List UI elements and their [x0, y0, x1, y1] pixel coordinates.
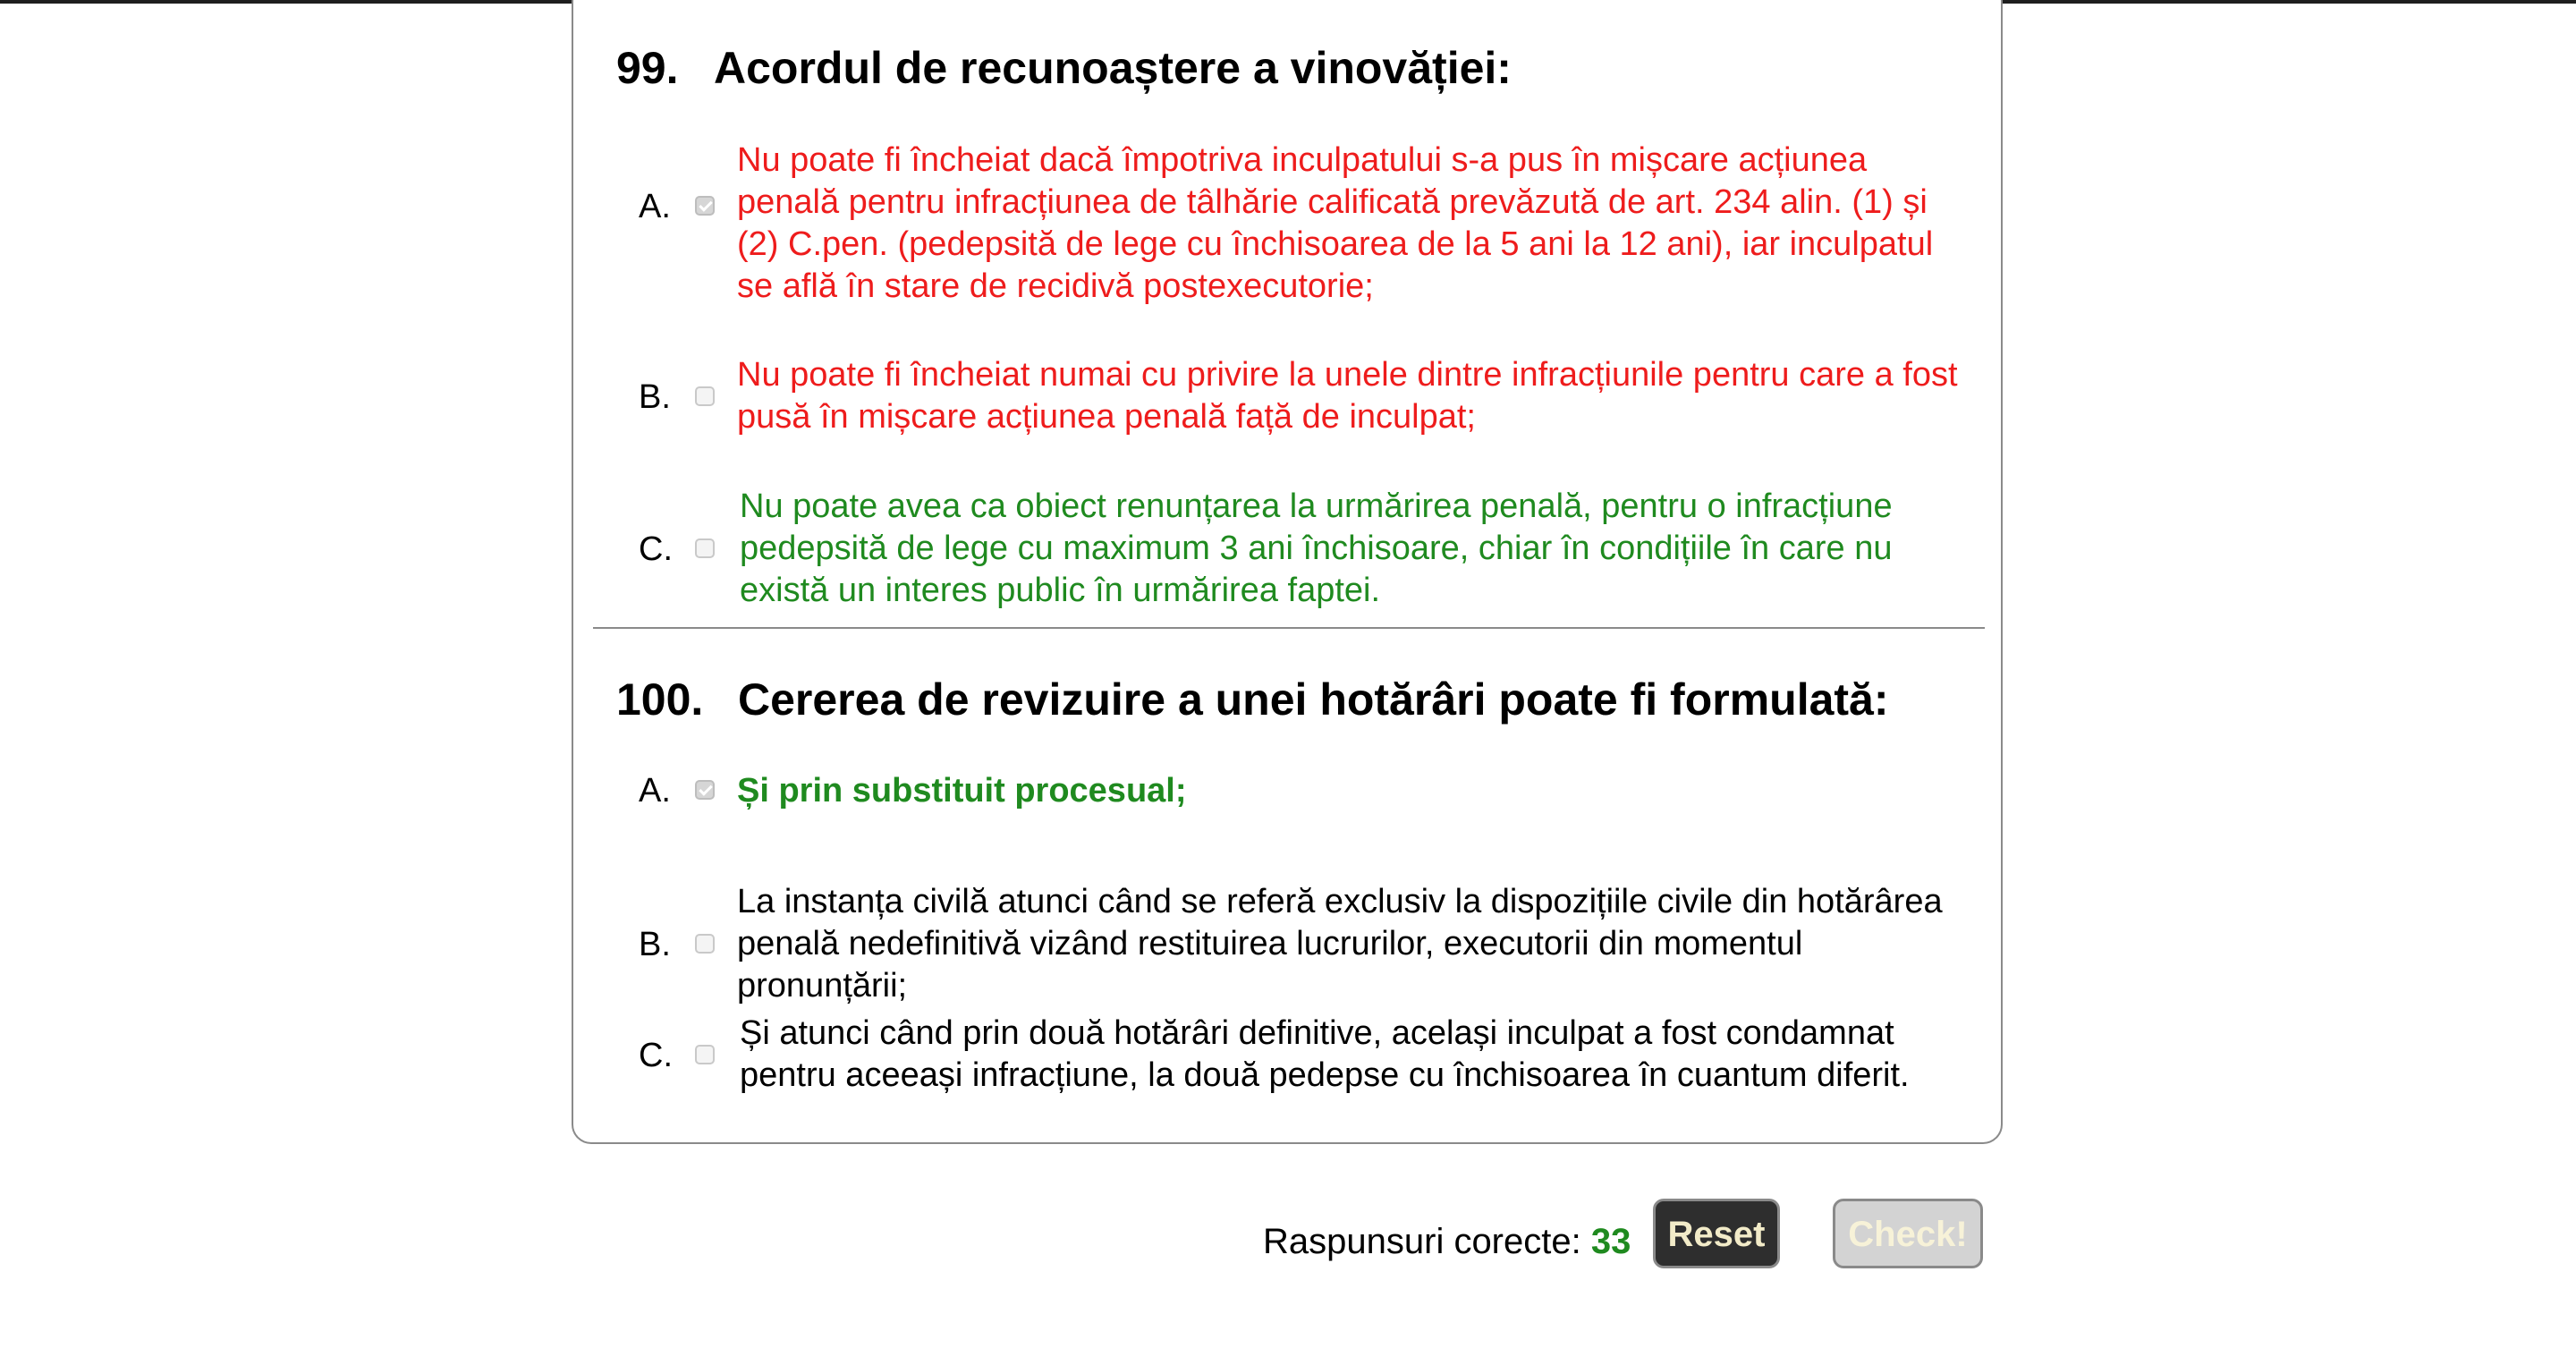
- score-summary: [1263, 1220, 1631, 1263]
- option-letter: A.: [639, 772, 671, 810]
- option-text: Nu poate fi încheiat dacă împotriva inculpatului s-a pus în mișcare acțiunea penală pentru infracțiunea de tâlhărie calificată prevăzută de art. 234 alin. (1) și (2) C.pen. (pedepsită de lege cu închisoarea de la 5 ani la 12 ani), iar inculpatul se află în stare de recidivă postexecutorie;: [737, 141, 1934, 305]
- score-value: 33: [1590, 1222, 1631, 1261]
- option-checkbox[interactable]: [695, 934, 715, 954]
- check-button[interactable]: Check!: [1833, 1199, 1983, 1268]
- question-text: Cererea de revizuire a unei hotărâri poate fi formulată:: [738, 674, 1889, 725]
- option-checkbox[interactable]: [695, 1045, 715, 1064]
- question-text: Acordul de recunoaștere a vinovăției:: [714, 43, 1512, 93]
- question-title: [616, 673, 1889, 726]
- option-text: Nu poate avea ca obiect renunțarea la urmărirea penală, pentru o infracțiune pedepsită de lege cu maximum 3 ani închisoare, chiar în condițiile în care nu există un interes public în urmărirea faptei.: [740, 488, 1893, 609]
- option-letter: C.: [639, 1037, 673, 1074]
- option-letter: B.: [639, 378, 671, 416]
- quiz-card: [572, 0, 2003, 1144]
- reset-button[interactable]: Reset: [1653, 1199, 1780, 1268]
- option-checkbox[interactable]: [695, 196, 715, 216]
- question-title: [616, 41, 1512, 95]
- question-number: 100.: [616, 674, 704, 725]
- option-checkbox[interactable]: [695, 386, 715, 406]
- option-text: La instanța civilă atunci când se referă exclusiv la dispozițiile civile din hotărârea penală nedefinitivă vizând restituirea lucrurilor, executorii din momentul pronunțării;: [737, 883, 1943, 1005]
- option-text: Nu poate fi încheiat numai cu privire la unele dintre infracțiunile pentru care a fost pusă în mișcare acțiunea penală față de inculpat;: [737, 356, 1958, 436]
- option-letter: B.: [639, 926, 671, 963]
- option-letter: C.: [639, 530, 673, 568]
- option-text: Și atunci când prin două hotărâri definitive, același inculpat a fost condamnat pentru aceeași infracțiune, la două pedepse cu închisoarea în cuantum diferit.: [740, 1014, 1910, 1094]
- quiz-footer: [0, 1199, 2576, 1279]
- option-checkbox[interactable]: [695, 538, 715, 558]
- option-checkbox[interactable]: [695, 780, 715, 800]
- score-label: Raspunsuri corecte:: [1263, 1222, 1591, 1261]
- option-letter: A.: [639, 188, 671, 225]
- option-text: Și prin substituit procesual;: [737, 772, 1187, 810]
- question-number: 99.: [616, 43, 679, 93]
- question-divider: [593, 627, 1985, 629]
